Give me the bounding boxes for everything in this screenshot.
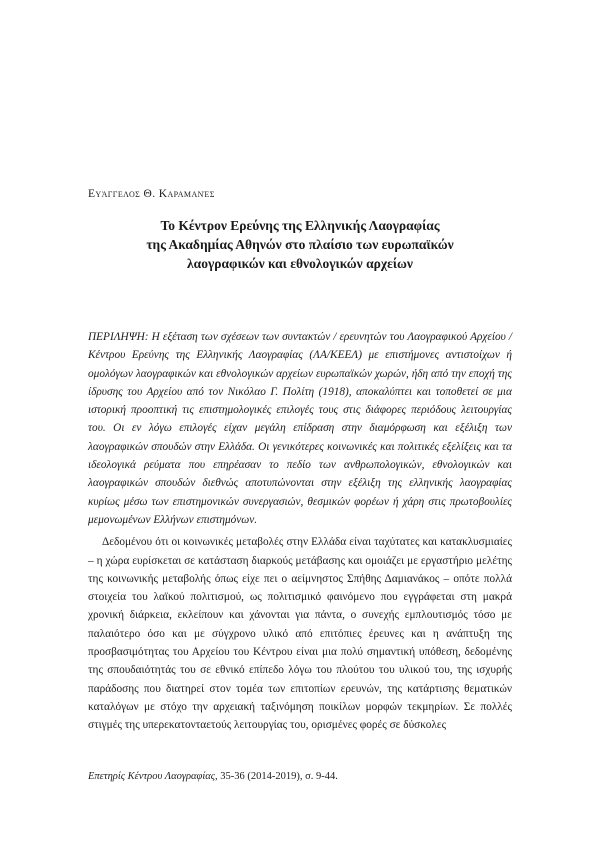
- abstract-text: Η εξέταση των σχέσεων των συντακτών / ερευνητών του Λαογραφικού Αρχείου / Κέντρου Ερεύνης της Ελληνικής Λαογραφίας (ΛΑ/ΚΕΕΛ) με επιστήμονες αντιστοίχων ή ομολόγων λαογραφικών και εθνολογικών αρχείων ευρωπαϊκών χωρών, ήδη από την εποχή της ίδρυσης του Αρχείου από τον Νικόλαο Γ. Πολίτη (1918), αποκαλύπτει και τοποθετεί σε μια ιστορική προοπτική τις επιστημολογικές επιλογές τους στις διάφορες περιόδους λειτουργίας του. Οι εν λόγω επιλογές είχαν μεγάλη επίδραση στην διαμόρφωση και εξέλιξη των λαογραφικών σπουδών στην Ελλάδα. Οι γενικότερες κοινωνικές και πολιτικές εξελίξεις και τα ιδεολογικά ρεύματα που επηρέασαν το πεδίο των ανθρωπολογικών, εθνολογικών και λαογραφικών σπουδών διεθνώς αποτυπώνονται στην εξέλιξη της ελληνικής λαογραφίας κυρίως μέσω των επιστημονικών συνεργασιών, θεσμικών φορέων ή χάρη στις πρωτοβουλίες μεμονωμένων Ελλήνων επιστημόνων.: [88, 331, 512, 526]
- article-title: [88, 216, 512, 273]
- journal-name: Επετηρίς Κέντρου Λαογραφίας,: [88, 771, 218, 782]
- abstract-label: ΠΕΡΙΛΗΨΗ:: [88, 331, 149, 343]
- author-name: Ευάγγελος Θ. Καραμανές: [88, 188, 215, 200]
- abstract-paragraph: [88, 328, 512, 529]
- title-line-1: Το Κέντρον Ερεύνης της Ελληνικής Λαογραφίας: [160, 218, 440, 233]
- journal-details: 35-36 (2014-2019), σ. 9-44.: [220, 771, 338, 782]
- body-paragraph-1: Δεδομένου ότι οι κοινωνικές μεταβολές στην Ελλάδα είναι ταχύτατες και κατακλυσμιαίες – η χώρα ευρίσκεται σε κατάσταση διαρκούς μετάβασης και ομοιάζει με εργαστήριο μελέτης της κοινωνικής μεταβολής όπως είχε πει ο αείμνηστος Σπήθης Δαμιανάκος – οπότε πολλά στοιχεία του λαϊκού πολιτισμού, ως πολιτισμικό φαινόμενο που εγγράφεται στη μακρά χρονική διάρκεια, εκλείπουν και χάνονται για πάντα, ο συνεχής εμπλουτισμός τόσο με παλαιότερο όσο και με σύγχρονο υλικό από επιτόπιες έρευνες και η ανάπτυξη της προσβασιμότητας του Αρχείου του Κέντρου είναι μια πολύ σημαντική υπόθεση, δεδομένης της σπουδαιότητάς του σε εθνικό επίπεδο λόγω του πλούτου του υλικού του, της ισχυρής παράδοσης που διατηρεί στον τομέα των επιτοπίων ερευνών, της κατάρτισης θεματικών καταλόγων με στόχο την αρχειακή ταξινόμηση ποικίλων μορφών τεκμηρίων. Σε πολλές στιγμές της υπερεκατονταετούς λειτουργίας του, ορισμένες φορές σε δύσκολες: [88, 536, 512, 732]
- title-line-2: της Ακαδημίας Αθηνών στο πλαίσιο των ευρωπαϊκών: [146, 237, 454, 252]
- journal-citation: [88, 771, 338, 782]
- article-body: [88, 328, 512, 735]
- title-line-3: λαογραφικών και εθνολογικών αρχείων: [187, 256, 413, 271]
